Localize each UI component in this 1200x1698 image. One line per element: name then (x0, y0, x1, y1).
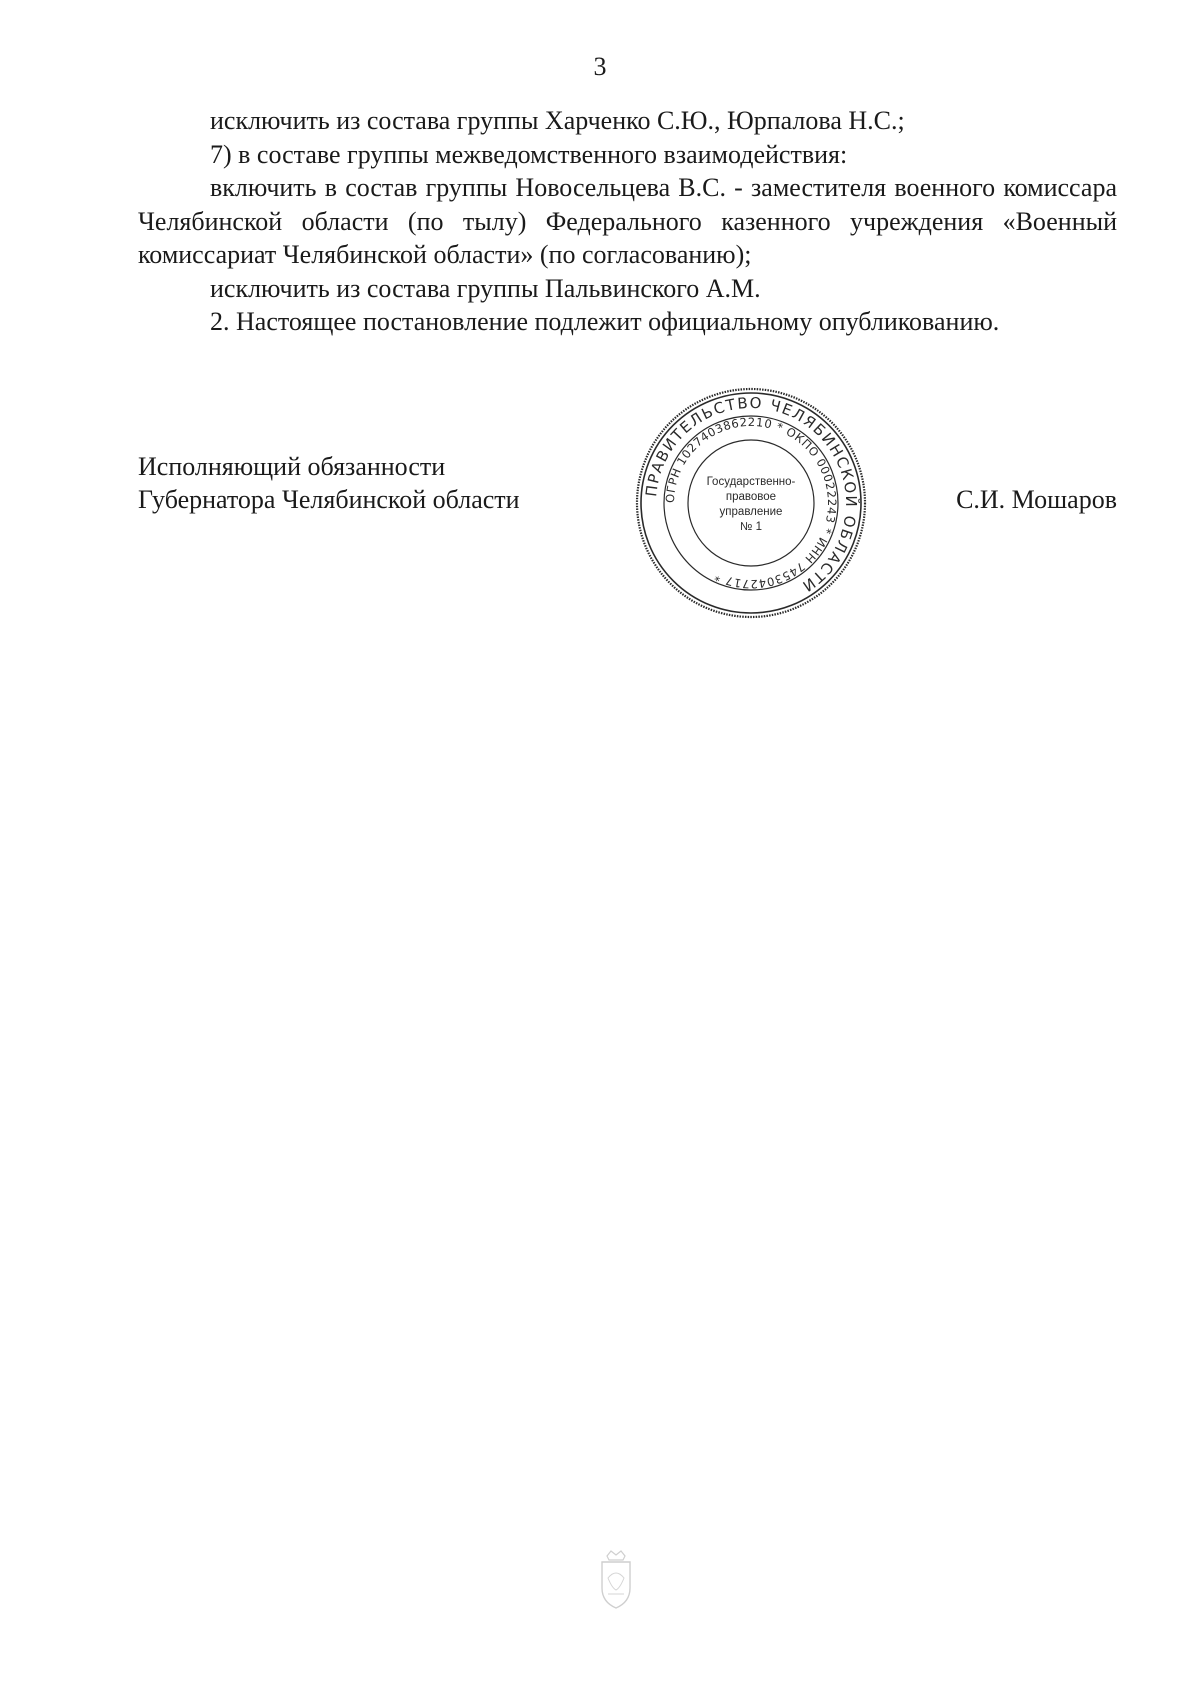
document-body (138, 104, 1117, 339)
seal-center-line: № 1 (740, 521, 762, 533)
official-seal (633, 385, 869, 621)
seal-outer-text: ПРАВИТЕЛЬСТВО ЧЕЛЯБИНСКОЙ ОБЛАСТИ (642, 393, 861, 596)
seal-middle-text: ОГРН 1027403862210 * ОКПО 00022243 * ИНН 7453042717 * (662, 414, 840, 592)
paragraph: 2. Настоящее постановление подлежит официальному опубликованию. (210, 307, 1000, 336)
seal-center-line: Государственно- (706, 476, 796, 488)
paragraph: 7) в составе группы межведомственного взаимодействия: (210, 139, 848, 169)
seal-center-line: управление (719, 506, 783, 518)
paragraph: включить в состав группы Новосельцева В.С. - заместителя военного комиссара Челябинской области (по тылу) Федерального казенного учреждения «Военный комиссариат Челябинской области» (по согласованию); (138, 173, 1117, 269)
signature-position (138, 450, 520, 516)
signature-position-line: Исполняющий обязанности (138, 452, 446, 481)
page-number: 3 (593, 52, 607, 81)
signatory-name: С.И. Мошаров (956, 485, 1117, 514)
paragraph: исключить из состава группы Харченко С.Ю., Юрпалова Н.С.; (210, 106, 905, 135)
seal-center-line: правовое (725, 491, 777, 503)
signature-position-line: Губернатора Челябинской области (138, 485, 520, 514)
coat-of-arms-watermark-icon (594, 1548, 638, 1612)
paragraph: исключить из состава группы Пальвинского А.М. (210, 273, 761, 303)
